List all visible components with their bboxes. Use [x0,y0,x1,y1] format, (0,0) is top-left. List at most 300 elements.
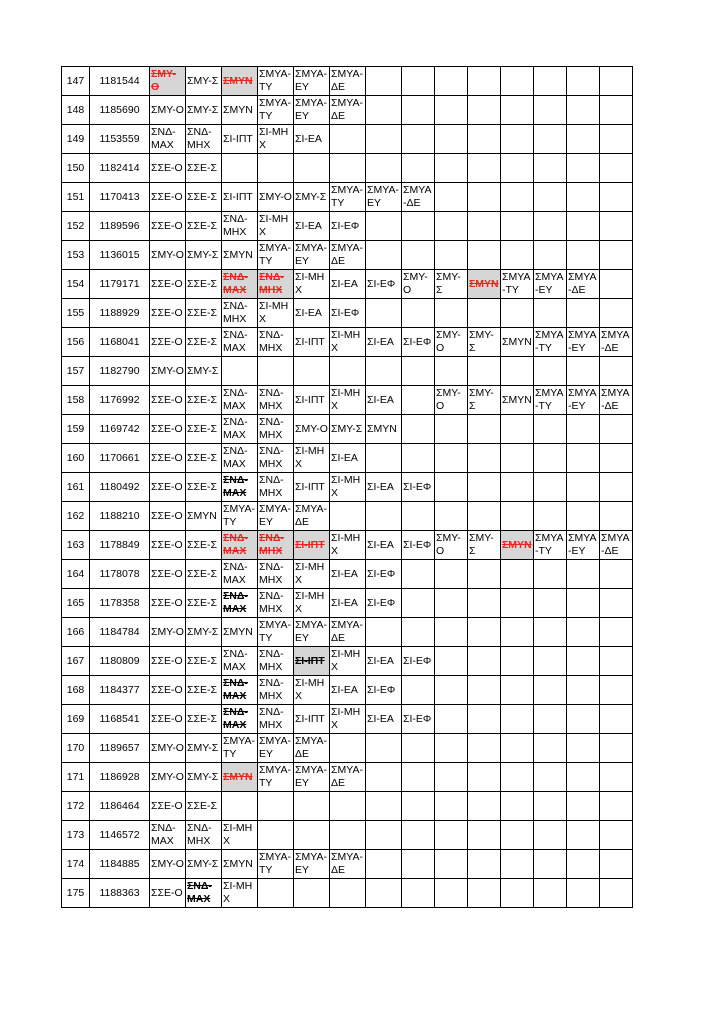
course-cell: ΣΜΥΑ-ΕΥ [294,850,330,879]
course-cell [402,734,435,763]
course-cell: ΣΜΥ-Σ [186,850,222,879]
course-cell [534,502,567,531]
course-cell [435,705,468,734]
course-cell: ΣΜΥΑ-ΤΥ [534,328,567,357]
course-cell: ΣΜΥ-Ο [150,618,186,647]
course-cell: ΣΣΕ-Σ [186,444,222,473]
row-id: 1181544 [90,67,150,96]
course-cell: ΣΙ-ΕΑ [294,212,330,241]
course-cell [435,792,468,821]
course-cell: ΣΝΔ-ΜΗΧ [258,589,294,618]
course-cell [600,792,633,821]
table-row [62,415,633,444]
row-id: 1186464 [90,792,150,821]
removed-course-label: ΣΝΔ-ΜΑΧ [223,532,248,557]
course-cell [468,821,501,850]
course-cell: ΣΝΔ-ΜΑΧ [150,821,186,850]
course-cell: ΣΙ-ΕΑ [366,473,402,502]
row-id: 1184784 [90,618,150,647]
course-cell: ΣΣΕ-Ο [150,183,186,212]
row-id: 1153559 [90,125,150,154]
course-cell [468,299,501,328]
row-number: 149 [62,125,90,154]
course-cell [366,241,402,270]
course-cell [534,879,567,908]
course-cell [435,183,468,212]
course-cell [435,415,468,444]
row-id: 1178849 [90,531,150,560]
course-cell [402,299,435,328]
course-cell: ΣΙ-ΕΑ [330,589,366,618]
course-cell [402,96,435,125]
course-cell: ΣΙ-ΙΠΤ [294,328,330,357]
course-cell [534,444,567,473]
course-cell: ΣΣΕ-Ο [150,386,186,415]
course-cell: ΣΜΥ-Σ [468,386,501,415]
row-number: 175 [62,879,90,908]
course-cell [402,618,435,647]
course-cell [435,502,468,531]
row-id: 1182414 [90,154,150,183]
row-id: 1170413 [90,183,150,212]
course-cell: ΣΝΔ-ΜΑΧ [222,328,258,357]
course-cell [534,647,567,676]
course-cell [222,676,258,705]
course-cell [501,299,534,328]
course-cell: ΣΙ-ΕΑ [294,125,330,154]
course-cell: ΣΜΥ-Σ [186,67,222,96]
course-cell [258,270,294,299]
course-cell: ΣΜΥΑ-ΕΥ [258,502,294,531]
course-cell [567,618,600,647]
course-cell [567,647,600,676]
table-row [62,270,633,299]
table-row [62,502,633,531]
course-cell [567,154,600,183]
course-cell [468,734,501,763]
course-cell: ΣΝΔ-ΜΗΧ [258,328,294,357]
course-cell: ΣΙ-ΕΑ [366,386,402,415]
course-cell [468,618,501,647]
removed-course-label: ΣΝΔ-ΜΑΧ [223,271,248,296]
course-cell [501,67,534,96]
course-cell: ΣΝΔ-ΜΑΧ [222,386,258,415]
table-row [62,386,633,415]
course-cell: ΣΙ-ΜΗΧ [330,473,366,502]
course-cell [600,357,633,386]
course-cell: ΣΜΥ-Σ [186,357,222,386]
course-cell [567,879,600,908]
course-table [61,66,633,908]
course-cell [468,850,501,879]
course-cell: ΣΙ-ΙΠΤ [294,386,330,415]
course-cell [258,792,294,821]
course-cell [294,879,330,908]
course-cell: ΣΙ-ΜΗΧ [330,328,366,357]
course-cell [600,502,633,531]
course-cell: ΣΜΥΑ-ΕΥ [294,241,330,270]
course-cell [567,241,600,270]
course-cell: ΣΜΥΑ-ΔΕ [402,183,435,212]
course-cell [222,763,258,792]
course-cell [330,502,366,531]
course-cell [402,415,435,444]
course-cell [468,589,501,618]
course-cell [294,531,330,560]
course-cell: ΣΙ-ΜΗΧ [258,125,294,154]
struck-course-label: ΣΝΔ-ΜΑΧ [187,880,212,905]
course-cell [600,270,633,299]
course-cell [567,502,600,531]
course-cell: ΣΝΔ-ΜΑΧ [222,415,258,444]
table-row [62,705,633,734]
course-cell: ΣΙ-ΜΗΧ [258,299,294,328]
course-cell: ΣΙ-ΜΗΧ [330,647,366,676]
course-cell [258,154,294,183]
course-cell: ΣΜΥΝ [186,502,222,531]
course-cell [534,183,567,212]
course-cell: ΣΙ-ΜΗΧ [294,589,330,618]
course-cell [258,821,294,850]
course-cell: ΣΣΕ-Ο [150,502,186,531]
course-cell: ΣΝΔ-ΜΑΧ [222,560,258,589]
row-number: 162 [62,502,90,531]
course-cell [435,589,468,618]
course-cell [468,415,501,444]
course-cell: ΣΜΥΑ-ΕΥ [567,328,600,357]
course-cell: ΣΜΥΑ-ΔΕ [600,531,633,560]
course-cell: ΣΙ-ΕΑ [330,270,366,299]
course-cell [366,444,402,473]
table-row [62,821,633,850]
course-cell: ΣΜΥΑ-ΔΕ [330,67,366,96]
row-number: 152 [62,212,90,241]
course-cell [534,763,567,792]
course-cell: ΣΙ-ΕΑ [330,560,366,589]
course-cell [294,821,330,850]
course-cell [534,618,567,647]
course-cell [567,560,600,589]
course-cell: ΣΝΔ-ΜΑΧ [222,647,258,676]
row-id: 1180809 [90,647,150,676]
row-id: 1168541 [90,705,150,734]
course-cell [435,850,468,879]
row-id: 1182790 [90,357,150,386]
course-cell [567,357,600,386]
course-cell [402,763,435,792]
course-cell [567,473,600,502]
course-cell: ΣΜΥΑ-ΤΥ [258,850,294,879]
course-cell [501,357,534,386]
course-cell [294,154,330,183]
course-cell: ΣΝΔ-ΜΗΧ [222,299,258,328]
course-cell [435,357,468,386]
course-cell [501,125,534,154]
course-cell: ΣΜΥΑ-ΤΥ [258,241,294,270]
course-cell: ΣΜΥΑ-ΤΥ [258,96,294,125]
course-cell [501,444,534,473]
row-number: 173 [62,821,90,850]
course-cell [468,705,501,734]
course-cell: ΣΙ-ΙΠΤ [222,125,258,154]
row-number: 157 [62,357,90,386]
course-cell: ΣΜΥ-Σ [186,241,222,270]
course-cell [501,183,534,212]
course-cell [501,212,534,241]
course-cell: ΣΜΥΝ [222,96,258,125]
course-cell: ΣΙ-ΕΑ [294,299,330,328]
course-cell: ΣΣΕ-Σ [186,328,222,357]
course-cell [258,531,294,560]
course-cell [366,879,402,908]
course-cell [222,589,258,618]
course-cell: ΣΙ-ΜΗΧ [330,531,366,560]
course-cell [366,96,402,125]
course-cell [501,879,534,908]
course-cell [468,444,501,473]
course-cell [567,792,600,821]
row-number: 156 [62,328,90,357]
course-cell [567,763,600,792]
course-cell [468,183,501,212]
course-cell [534,415,567,444]
course-cell [501,763,534,792]
struck-course-label: ΣΝΔ-ΜΑΧ [223,677,248,702]
row-number: 165 [62,589,90,618]
course-cell: ΣΣΕ-Σ [186,792,222,821]
row-number: 164 [62,560,90,589]
course-cell: ΣΙ-ΕΑ [366,328,402,357]
row-number: 174 [62,850,90,879]
course-cell [366,125,402,154]
table-row [62,560,633,589]
row-number: 159 [62,415,90,444]
course-cell [402,241,435,270]
row-number: 171 [62,763,90,792]
row-id: 1169742 [90,415,150,444]
course-cell [567,850,600,879]
course-cell: ΣΣΕ-Σ [186,589,222,618]
course-cell [600,734,633,763]
course-cell: ΣΙ-ΕΦ [366,270,402,299]
course-cell [600,241,633,270]
row-id: 1184885 [90,850,150,879]
course-cell [330,125,366,154]
course-cell: ΣΜΥ-Σ [186,734,222,763]
struck-course-label: ΣΝΔ-ΜΑΧ [223,474,248,499]
course-cell: ΣΙ-ΕΦ [402,328,435,357]
table-body [62,67,633,908]
course-cell [567,734,600,763]
course-cell: ΣΣΕ-Ο [150,589,186,618]
row-id: 1136015 [90,241,150,270]
course-cell [600,821,633,850]
row-number: 160 [62,444,90,473]
course-cell [501,821,534,850]
course-cell: ΣΜΥΑ-ΔΕ [294,734,330,763]
row-number: 161 [62,473,90,502]
course-cell: ΣΜΥ-Ο [294,415,330,444]
course-cell [435,734,468,763]
course-cell: ΣΙ-ΙΠΤ [294,705,330,734]
course-cell: ΣΣΕ-Σ [186,386,222,415]
course-cell: ΣΣΕ-Ο [150,270,186,299]
course-cell [600,473,633,502]
row-id: 1180492 [90,473,150,502]
course-cell [330,357,366,386]
course-cell: ΣΜΥΑ-ΔΕ [330,763,366,792]
course-cell [435,444,468,473]
course-cell: ΣΜΥΑ-ΔΕ [330,96,366,125]
course-cell: ΣΜΥΑ-ΔΕ [330,241,366,270]
course-cell [366,850,402,879]
course-cell [468,676,501,705]
course-cell [567,125,600,154]
course-cell [366,821,402,850]
course-cell: ΣΙ-ΕΦ [366,560,402,589]
course-cell [402,444,435,473]
course-cell [366,154,402,183]
course-cell [534,212,567,241]
course-cell: ΣΝΔ-ΜΗΧ [258,560,294,589]
course-cell [501,705,534,734]
course-cell: ΣΙ-ΕΑ [366,531,402,560]
course-cell: ΣΙ-ΜΗΧ [294,444,330,473]
row-number: 150 [62,154,90,183]
course-cell: ΣΙ-ΕΑ [366,705,402,734]
course-cell: ΣΣΕ-Ο [150,328,186,357]
course-cell [258,357,294,386]
course-cell: ΣΜΥ-Ο [402,270,435,299]
course-cell: ΣΜΥΑ-ΤΥ [222,734,258,763]
course-cell: ΣΜΥΝ [222,241,258,270]
course-cell [435,473,468,502]
course-cell: ΣΙ-ΜΗΧ [294,676,330,705]
course-cell [402,154,435,183]
course-cell: ΣΙ-ΕΦ [402,473,435,502]
course-cell [330,792,366,821]
table-row [62,647,633,676]
course-cell: ΣΜΥΑ-ΤΥ [534,531,567,560]
course-cell [567,183,600,212]
course-cell: ΣΜΥΝ [501,328,534,357]
course-cell [501,531,534,560]
course-cell [468,154,501,183]
course-cell [330,821,366,850]
table-row [62,96,633,125]
course-cell [186,879,222,908]
course-cell [402,125,435,154]
course-cell: ΣΙ-ΕΦ [402,705,435,734]
course-cell [222,154,258,183]
course-cell [567,444,600,473]
course-cell: ΣΙ-ΕΦ [330,212,366,241]
course-cell [402,560,435,589]
table-row [62,183,633,212]
course-cell: ΣΝΔ-ΜΑΧ [150,125,186,154]
table-row [62,676,633,705]
course-cell: ΣΜΥ-Σ [186,763,222,792]
course-cell [501,589,534,618]
row-number: 166 [62,618,90,647]
course-cell: ΣΜΥ-Ο [150,241,186,270]
course-cell: ΣΣΕ-Σ [186,531,222,560]
row-id: 1186928 [90,763,150,792]
course-cell [468,879,501,908]
course-cell [534,560,567,589]
table-row [62,792,633,821]
course-cell: ΣΜΥΑ-ΤΥ [501,270,534,299]
course-cell [468,647,501,676]
course-cell [468,212,501,241]
course-cell: ΣΜΥΑ-ΤΥ [258,618,294,647]
course-cell: ΣΜΥ-Σ [468,328,501,357]
course-cell [600,676,633,705]
course-cell: ΣΣΕ-Σ [186,647,222,676]
course-cell: ΣΜΥΝ [222,850,258,879]
course-cell: ΣΜΥ-Ο [150,763,186,792]
course-cell [366,792,402,821]
course-cell [402,589,435,618]
course-cell [435,241,468,270]
struck-course-label: ΣΝΔ-ΜΑΧ [223,706,248,731]
course-cell [435,299,468,328]
row-id: 1170661 [90,444,150,473]
removed-course-label: ΣΝΔ-ΜΗΧ [259,532,284,557]
course-cell: ΣΜΥΑ-ΕΥ [258,734,294,763]
course-cell: ΣΜΥ-Ο [150,96,186,125]
course-cell: ΣΜΥΑ-ΔΕ [600,386,633,415]
course-cell [534,241,567,270]
course-cell: ΣΣΕ-Ο [150,212,186,241]
course-cell: ΣΜΥΑ-ΤΥ [534,386,567,415]
course-cell: ΣΙ-ΕΦ [366,676,402,705]
course-cell [501,96,534,125]
course-cell: ΣΜΥΑ-ΔΕ [294,502,330,531]
course-cell: ΣΝΔ-ΜΗΧ [186,821,222,850]
course-cell [435,821,468,850]
course-cell: ΣΜΥ-Ο [435,531,468,560]
course-cell [600,183,633,212]
course-cell [600,589,633,618]
course-cell [222,792,258,821]
course-cell [468,270,501,299]
course-cell [435,154,468,183]
course-cell [501,241,534,270]
course-cell [534,850,567,879]
course-cell [600,647,633,676]
course-cell: ΣΜΥ-Ο [150,734,186,763]
course-cell: ΣΙ-ΜΗΧ [294,560,330,589]
course-cell: ΣΜΥΑ-ΕΥ [294,96,330,125]
course-cell [534,676,567,705]
removed-course-label: ΣΙ-ΙΠΤ [295,538,325,551]
course-cell [294,792,330,821]
course-cell [567,212,600,241]
course-cell: ΣΣΕ-Σ [186,415,222,444]
course-cell [534,357,567,386]
course-cell: ΣΜΥΑ-ΤΥ [330,183,366,212]
course-cell [600,125,633,154]
table-row [62,154,633,183]
row-number: 151 [62,183,90,212]
course-cell: ΣΜΥ-Σ [435,270,468,299]
course-cell: ΣΙ-ΜΗΧ [294,270,330,299]
course-cell: ΣΜΥΑ-ΤΥ [258,763,294,792]
table-row [62,212,633,241]
course-cell: ΣΣΕ-Ο [150,473,186,502]
course-cell [534,589,567,618]
